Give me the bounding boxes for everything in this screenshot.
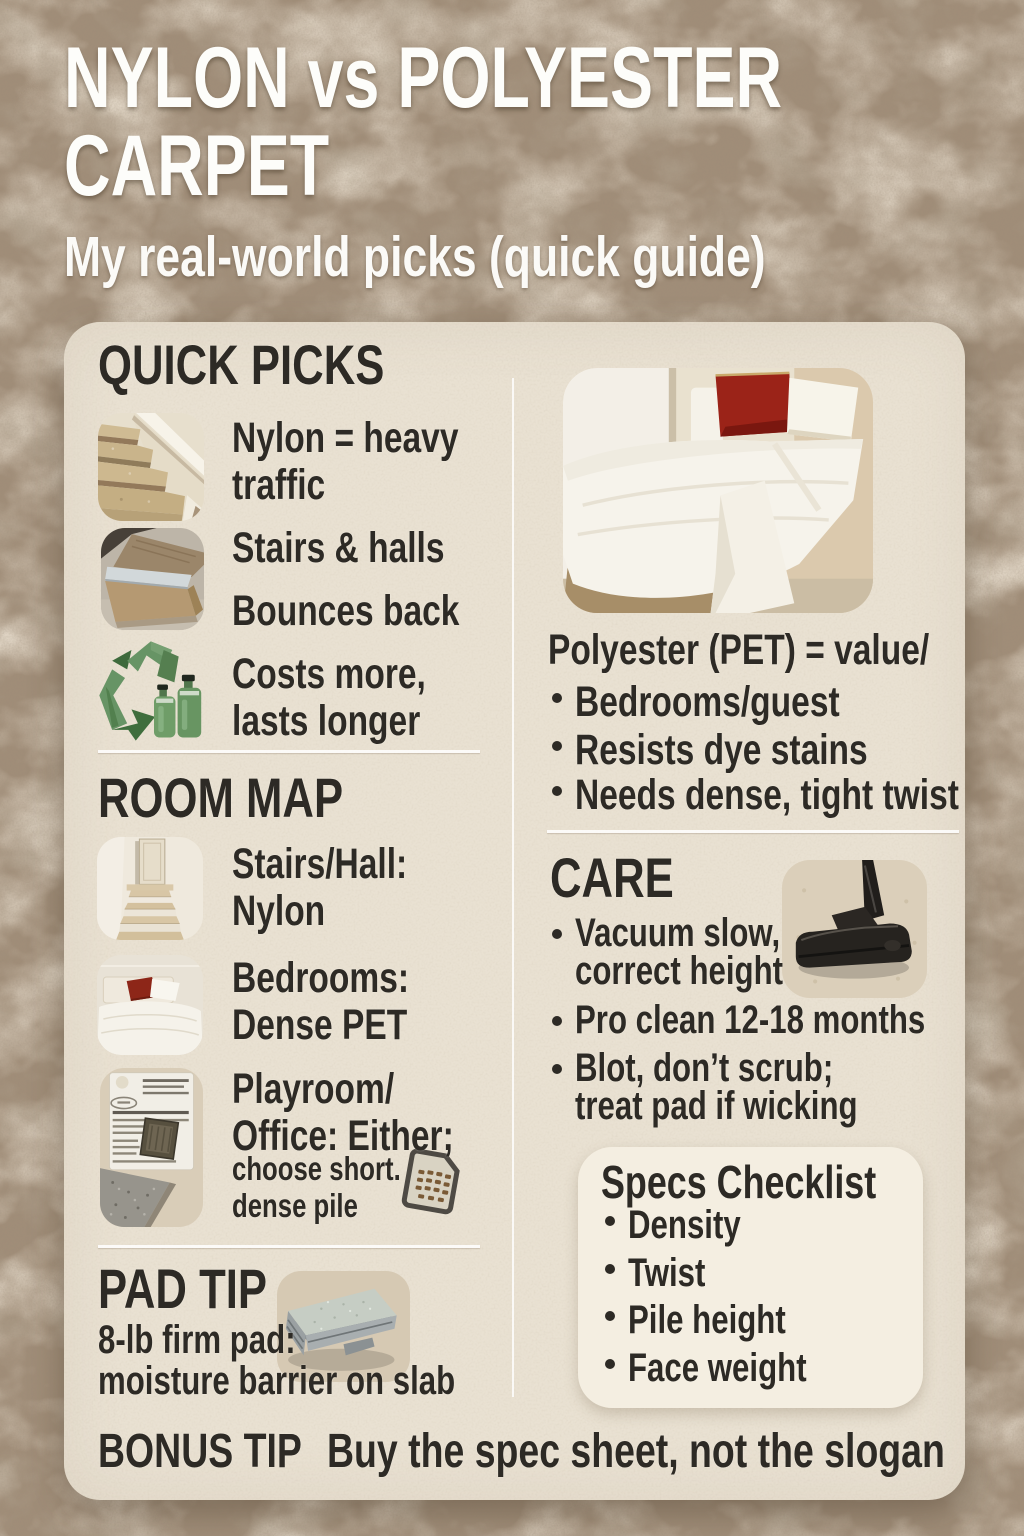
care-bullet-3: Blot, don’t scrub; treat pad if wicking [575, 1046, 858, 1128]
specs-checklist-panel [578, 1147, 923, 1408]
page-subtitle: My real-world picks (quick guide) [64, 225, 766, 289]
care-heading: CARE [550, 846, 674, 909]
bullet-dot [605, 1359, 615, 1369]
bullet-dot [552, 929, 562, 939]
polyester-bullet-2: Resists dye stains [575, 726, 868, 774]
specs-bullet-1: Density [628, 1203, 741, 1247]
room-map-item-1: Stairs/Hall: Nylon [232, 840, 408, 935]
bullet-dot [552, 693, 562, 703]
bullet-dot [552, 1064, 562, 1074]
spec-sheet-photo [100, 1068, 203, 1227]
quick-picks-item-4: Costs more, lasts longer [232, 650, 426, 745]
title-line-1: NYLON vs POLYESTER [64, 30, 783, 126]
specs-checklist-heading: Specs Checklist [601, 1156, 877, 1208]
content-card [64, 322, 965, 1500]
bedroom-photo [97, 955, 203, 1055]
pad-tip-heading: PAD TIP [98, 1257, 268, 1320]
bullet-dot [552, 1016, 562, 1026]
section-divider [547, 830, 959, 833]
page-title [64, 30, 1021, 214]
bullet-dot [605, 1264, 615, 1274]
bonus-tip-label: BONUS TIP [98, 1425, 302, 1478]
bullet-dot [605, 1216, 615, 1226]
care-bullet-2: Pro clean 12-18 months [575, 998, 926, 1042]
staircase-hallway-photo [97, 837, 203, 940]
quick-picks-item-2: Stairs & halls [232, 524, 445, 572]
room-map-item-3-sub: choose short. dense pile [232, 1150, 401, 1224]
section-divider [98, 750, 480, 753]
polyester-headline: Polyester (PET) = value/ [548, 626, 930, 674]
specs-bullet-2: Twist [628, 1251, 706, 1295]
polyester-bullet-1: Bedrooms/guest [575, 678, 840, 726]
room-map-heading: ROOM MAP [98, 766, 344, 829]
specs-bullet-3: Pile height [628, 1298, 786, 1342]
bullet-dot [552, 741, 562, 751]
pad-tip-text: 8-lb firm pad: moisture barrier on slab [98, 1318, 456, 1403]
specs-bullet-4: Face weight [628, 1346, 807, 1390]
carpeted-stairs-photo [98, 413, 204, 521]
column-divider [512, 378, 514, 1397]
room-map-item-3: Playroom/ Office: Either; [232, 1065, 454, 1160]
recycled-bottles-photo [95, 637, 213, 745]
section-divider [98, 1245, 480, 1248]
bed-red-pillow-photo [563, 368, 873, 613]
bullet-dot [605, 1311, 615, 1321]
room-map-item-2: Bedrooms: Dense PET [232, 954, 410, 1049]
quick-picks-heading: QUICK PICKS [98, 333, 385, 396]
bullet-dot [552, 786, 562, 796]
polyester-bullet-3: Needs dense, tight twist [575, 771, 959, 819]
bonus-tip-text: Buy the spec sheet, not the slogan [327, 1425, 945, 1478]
title-line-2: CARPET [64, 118, 330, 214]
mattress-pad-photo [101, 528, 204, 630]
quick-picks-item-1: Nylon = heavy traffic [232, 414, 459, 509]
quick-picks-item-3: Bounces back [232, 587, 460, 635]
care-bullet-1: Vacuum slow, correct height [575, 911, 784, 993]
